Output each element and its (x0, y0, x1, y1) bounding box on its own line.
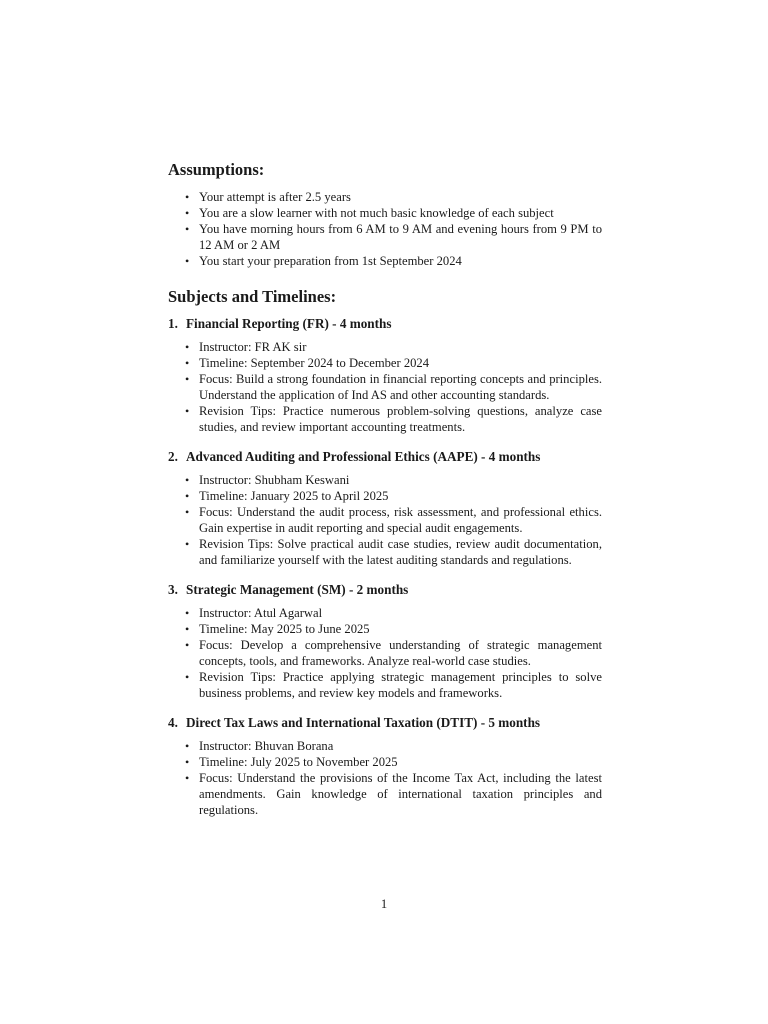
bullet-icon: • (185, 755, 190, 769)
bullet-icon: • (185, 356, 190, 370)
list-item: • You have morning hours from 6 AM to 9 AM and evening hours from 9 PM to 12 AM or 2 AM (185, 222, 602, 252)
subject-dtit (168, 715, 602, 818)
bullet-icon: • (185, 372, 190, 386)
list-item: • You are a slow learner with not much basic knowledge of each subject (185, 206, 554, 220)
bullet-icon: • (185, 606, 190, 620)
list-item: • Revision Tips: Practice applying strategic management principles to solve business problems, and review key models and frameworks. (185, 670, 602, 700)
subject-details-list (168, 738, 602, 818)
bullet-icon: • (185, 489, 190, 503)
page-number: 1 (380, 897, 388, 911)
assumptions-heading: Assumptions: (168, 160, 265, 179)
bullet-icon: • (185, 340, 190, 354)
subject-title: 3. Strategic Management (SM) - 2 months (168, 582, 409, 597)
bullet-icon: • (185, 739, 190, 753)
list-item: • Instructor: FR AK sir (185, 340, 307, 354)
subject-sm (168, 582, 602, 701)
bullet-icon: • (185, 622, 190, 636)
bullet-icon: • (185, 638, 190, 652)
bullet-icon: • (185, 537, 190, 551)
subjects-heading: Subjects and Timelines: (168, 287, 337, 306)
list-item: • Timeline: July 2025 to November 2025 (185, 755, 398, 769)
bullet-icon: • (185, 190, 190, 204)
subject-details-list (168, 605, 602, 701)
subject-title: 4. Direct Tax Laws and International Taxation (DTIT) - 5 months (168, 715, 541, 730)
subject-details-list (168, 472, 602, 568)
list-item: • Focus: Understand the audit process, risk assessment, and professional ethics. Gain expertise in audit reporting and special audit engagements. (185, 505, 602, 535)
list-item: • Timeline: September 2024 to December 2024 (185, 356, 430, 370)
list-item: • Focus: Develop a comprehensive understanding of strategic management concepts, tools, and frameworks. Analyze real-world case studies. (185, 638, 602, 668)
bullet-icon: • (185, 222, 190, 236)
subject-fr (168, 316, 602, 435)
bullet-icon: • (185, 670, 190, 684)
bullet-icon: • (185, 206, 190, 220)
subject-details-list (168, 339, 602, 435)
list-item: • Timeline: May 2025 to June 2025 (185, 622, 370, 636)
subject-aape (168, 449, 602, 568)
assumptions-list (168, 189, 602, 269)
bullet-icon: • (185, 254, 190, 268)
subject-title: 2. Advanced Auditing and Professional Ethics (AAPE) - 4 months (168, 449, 541, 464)
bullet-icon: • (185, 505, 190, 519)
list-item: • Revision Tips: Solve practical audit case studies, review audit documentation, and familiarize yourself with the latest auditing standards and regulations. (185, 537, 602, 567)
bullet-icon: • (185, 771, 190, 785)
bullet-icon: • (185, 473, 190, 487)
list-item: • Instructor: Atul Agarwal (185, 606, 323, 620)
list-item: • You start your preparation from 1st September 2024 (185, 254, 462, 268)
page-content (168, 160, 602, 818)
bullet-icon: • (185, 404, 190, 418)
list-item: • Revision Tips: Practice numerous problem-solving questions, analyze case studies, and review important accounting treatments. (185, 404, 602, 434)
list-item: • Focus: Build a strong foundation in financial reporting concepts and principles. Understand the application of Ind AS and other accounting standards. (185, 372, 602, 402)
list-item: • Focus: Understand the provisions of the Income Tax Act, including the latest amendments. Gain knowledge of international taxation principles and regulations. (185, 771, 602, 817)
list-item: • Instructor: Bhuvan Borana (185, 739, 334, 753)
list-item: • Instructor: Shubham Keswani (185, 473, 350, 487)
list-item: • Timeline: January 2025 to April 2025 (185, 489, 389, 503)
list-item: • Your attempt is after 2.5 years (185, 190, 351, 204)
subject-title: 1. Financial Reporting (FR) - 4 months (168, 316, 392, 331)
